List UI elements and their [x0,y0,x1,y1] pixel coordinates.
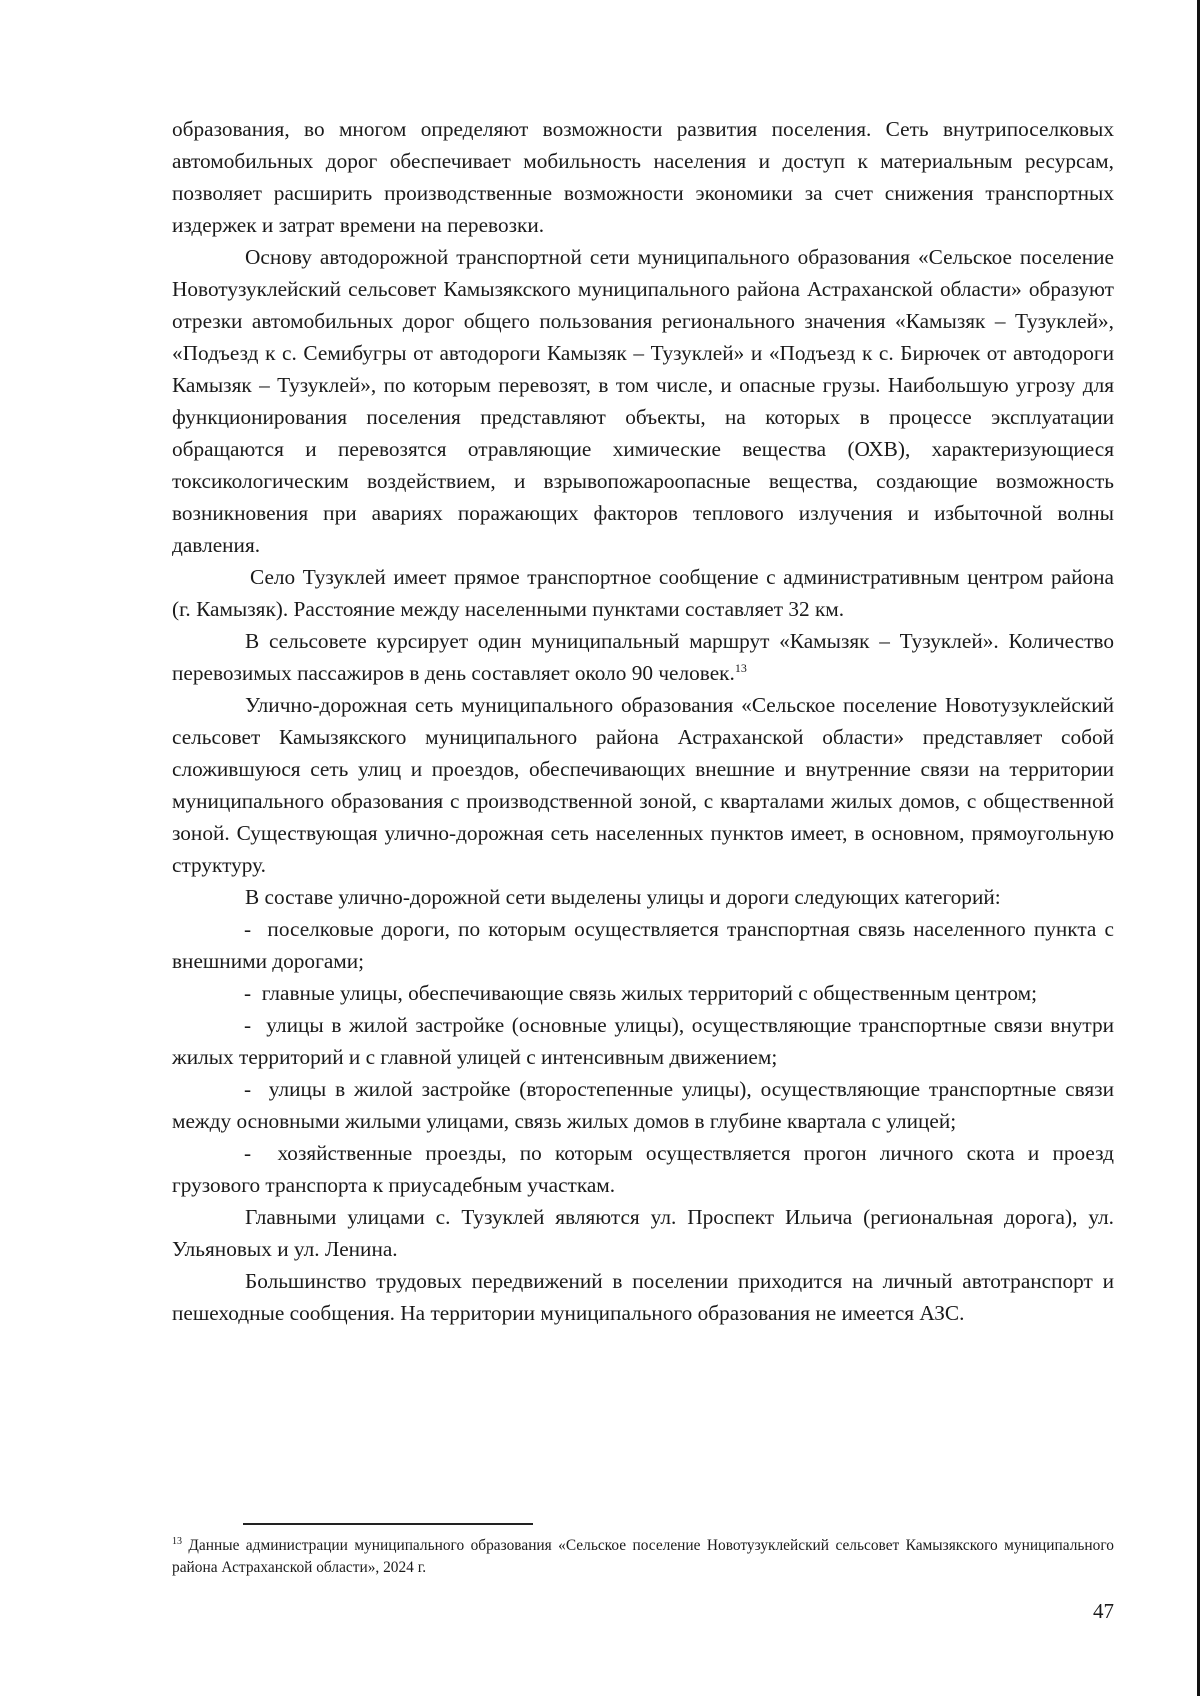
paragraph: Главными улицами с. Тузуклей являются ул. Проспект Ильича (региональная дорога), ул. Ульяновых и ул. Ленина. [172,1205,1114,1261]
list-item [172,977,1114,1009]
list-marker: - [244,1013,252,1037]
footnote-number: 13 [172,1535,182,1547]
paragraph: Основу автодорожной транспортной сети муниципального образования «Сельское поселение Новотузуклейский сельсовет Камызякского муниципального района Астраханской области» образуют отрезки автомобильных дорог общего пользования регионального значения «Камызяк – Тузуклей», «Подъезд к с. Семибугры от автодороги Камызяк – Тузуклей» и «Подъезд к с. Бирючек от автодороги Камызяк – Тузуклей», по которым перевозят, в том числе, и опасные грузы. Наибольшую угрозу для функционирования поселения представляют объекты, на которых в процессе эксплуатации обращаются и перевозятся отравляющие химические вещества (ОХВ), характеризующиеся токсикологическим воздействием, и взрывопожароопасные вещества, создающие возможность возникновения при авариях поражающих факторов теплового излучения и избыточной волны давления. [172,245,1114,557]
list-item-text: улицы в жилой застройке (второстепенные улицы), осуществляющие транспортные связи между основными жилыми улицами, связь жилых домов в глубине квартала с улицей; [172,1077,1114,1133]
list-item-text: улицы в жилой застройке (основные улицы), осуществляющие транспортные связи внутри жилых территорий и с главной улицей с интенсивным движением; [172,1013,1114,1069]
list-item-text: хозяйственные проезды, по которым осуществляется прогон личного скота и проезд грузового транспорта к приусадебным участкам. [172,1141,1114,1197]
list-marker: - [244,1077,252,1101]
footnote-text: Данные администрации муниципального образования «Сельское поселение Новотузуклейский сельсовет Камызякского муниципального района Астраханской области», 2024 г. [172,1537,1114,1576]
list-item-text: поселковые дороги, по которым осуществляется транспортная связь населенного пункта с внешними дорогами; [172,917,1114,973]
list-item [172,1137,1114,1201]
page-number: 47 [1093,1599,1114,1623]
footnote-separator [243,1523,533,1525]
paragraph: Большинство трудовых передвижений в поселении приходится на личный автотранспорт и пешеходные сообщения. На территории муниципального образования не имеется АЗС. [172,1269,1114,1325]
footnote-reference[interactable]: 13 [734,660,747,675]
list-item [172,1009,1114,1073]
list-item [172,913,1114,977]
paragraph: Улично-дорожная сеть муниципального образования «Сельское поселение Новотузуклейский сельсовет Камызякского муниципального района Астраханской области» представляет собой сложившуюся сеть улиц и проездов, обеспечивающих внешние и внутренние связи на территории муниципального образования с производственной зоной, с кварталами жилых домов, с общественной зоной. Существующая улично-дорожная сеть населенных пунктов имеет, в основном, прямоугольную структуру. [172,693,1114,877]
paragraph: В составе улично-дорожной сети выделены улицы и дороги следующих категорий: [245,885,1001,909]
footnote [172,1535,1114,1579]
paragraph [172,625,1114,689]
list-item [172,1073,1114,1137]
list-marker: - [244,917,252,941]
paragraph: образования, во многом определяют возможности развития поселения. Сеть внутрипоселковых автомобильных дорог обеспечивает мобильность населения и доступ к материальным ресурсам, позволяет расширить производственные возможности экономики за счет снижения транспортных издержек и затрат времени на перевозки. [172,117,1114,237]
list-marker: - [244,981,252,1005]
list-item-text: главные улицы, обеспечивающие связь жилых территорий с общественным центром; [261,981,1038,1005]
paragraph-text: В сельсовете курсирует один муниципальный маршрут «Камызяк – Тузуклей». Количество перевозимых пассажиров в день составляет около 90 человек. [172,629,1114,685]
list-marker: - [244,1141,252,1165]
document-body [172,113,1114,1329]
paragraph: Село Тузуклей имеет прямое транспортное сообщение с административным центром района (г. Камызяк). Расстояние между населенными пунктами составляет 32 км. [172,565,1114,621]
